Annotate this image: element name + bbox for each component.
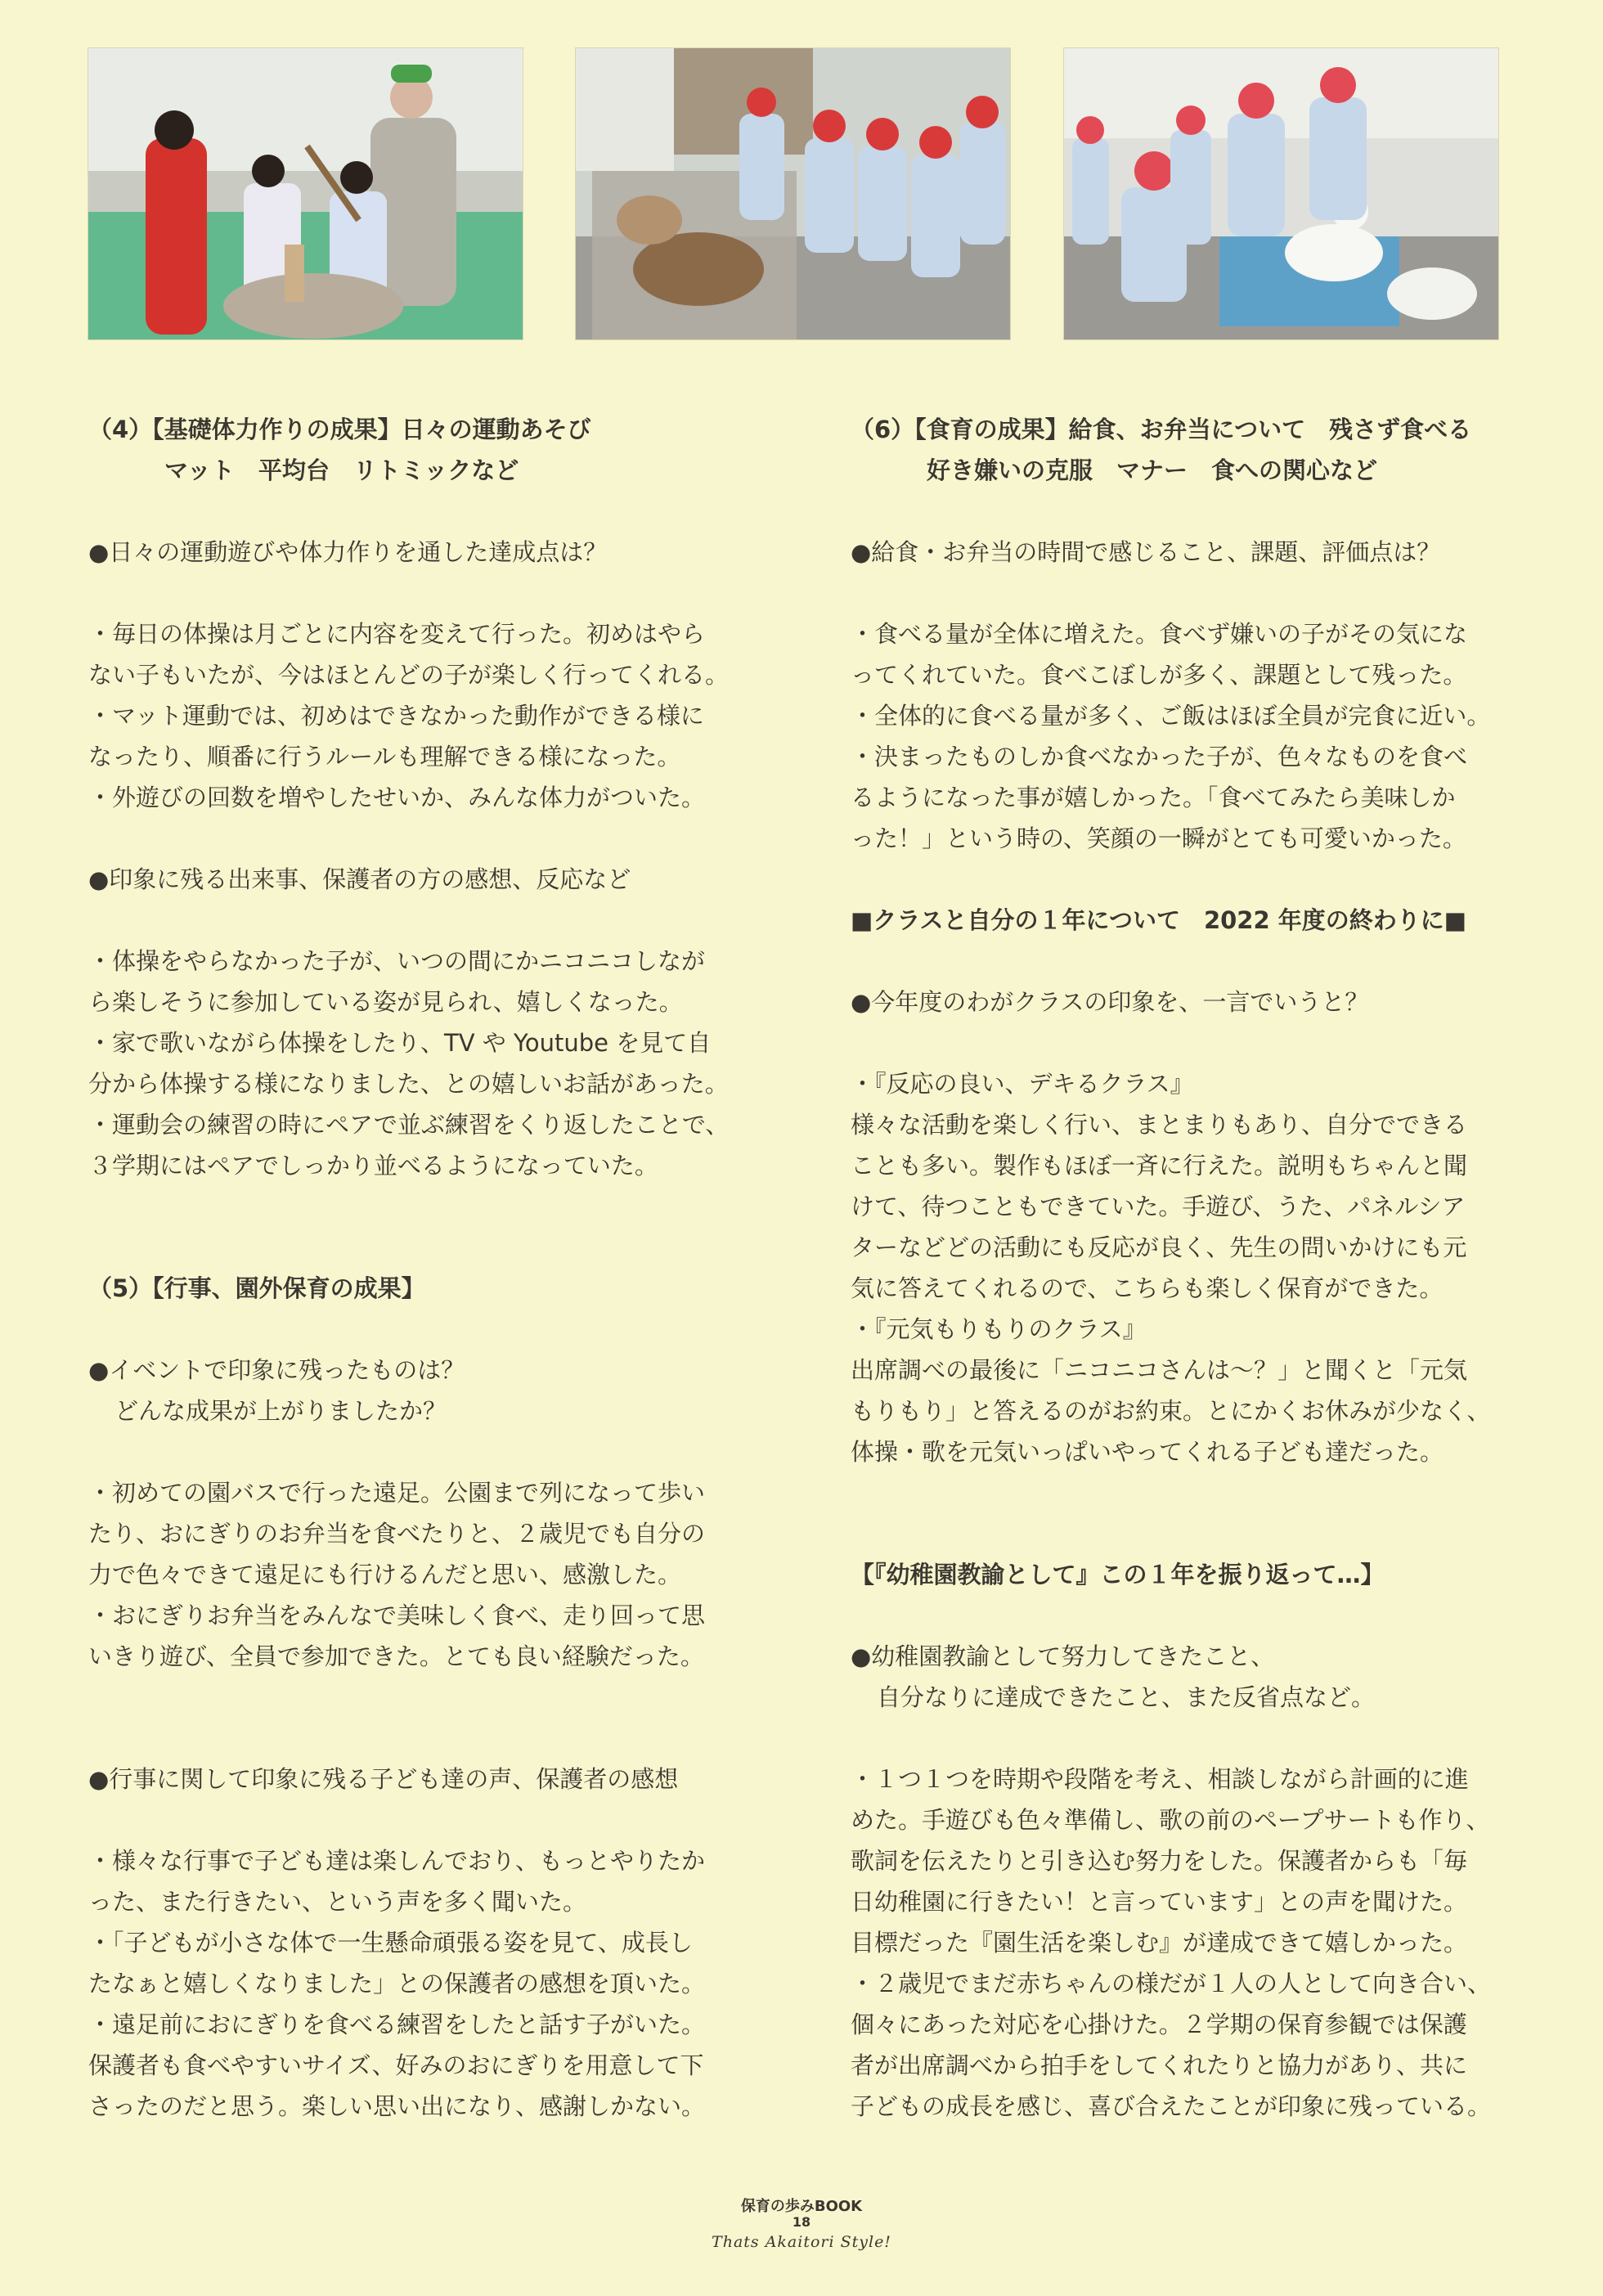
duck-feeding-photo	[1063, 47, 1499, 340]
answer-line: ・様々な行事で子ども達は楽しんでおり、もっとやりたか	[88, 1847, 706, 1875]
answer-line: ・家で歌いながら体操をしたり、TV や Youtube を見て自	[88, 1029, 712, 1057]
answer-line: ら楽しそうに参加している姿が見られ、嬉しくなった。	[88, 988, 683, 1016]
answer-line: めた。手遊びも色々準備し、歌の前のペープサートも作り、	[851, 1806, 1490, 1834]
section-4-question-1: ●日々の運動遊びや体力作りを通した達成点は？	[88, 538, 608, 566]
answer-line: 体操・歌を元気いっぱいやってくれる子ども達だった。	[851, 1438, 1444, 1466]
mochi-pounding-photo	[88, 47, 523, 340]
answer-line: 目標だった『園生活を楽しむ』が達成できて嬉しかった。	[851, 1929, 1468, 1957]
answer-line: ・１つ１つを時期や段階を考え、相談しながら計画的に進	[851, 1765, 1469, 1793]
answer-line: ・体操をやらなかった子が、いつの間にかニコニコしなが	[88, 947, 706, 975]
teacher-question-1: ●幼稚園教諭として努力してきたこと、	[851, 1642, 1275, 1670]
section-5-question-1: ●イベントで印象に残ったものは？	[88, 1356, 465, 1384]
answer-line: けて、待つこともできていた。手遊び、うた、パネルシア	[851, 1193, 1466, 1220]
answer-line: 者が出席調べから拍手をしてくれたりと協力があり、共に	[851, 2051, 1468, 2079]
answer-line: ・外遊びの回数を増やしたせいか、みんな体力がついた。	[88, 784, 706, 811]
teacher-question-1-cont: 自分なりに達成できたこと、また反省点など。	[877, 1683, 1376, 1711]
answer-line: 力で色々できて遠足にも行けるんだと思い、感激した。	[88, 1561, 682, 1588]
answer-line: るようになった事が嬉しかった。「食べてみたら美味しか	[851, 784, 1456, 811]
answer-line: ・決まったものしか食べなかった子が、色々なものを食べ	[851, 743, 1468, 771]
answer-line: ・全体的に食べる量が多く、ご飯はほぼ全員が完食に近い。	[851, 702, 1491, 730]
answer-line: ・毎日の体操は月ごとに内容を変えて行った。初めはやら	[88, 620, 706, 648]
answer-line: ・遠足前におにぎりを食べる練習をしたと話す子がいた。	[88, 2011, 706, 2038]
left-column	[88, 409, 784, 2127]
section-4-title: （4）【基礎体力作りの成果】日々の運動あそび	[88, 416, 591, 443]
answer-line: ・２歳児でまだ赤ちゃんの様だが１人の人として向き合い、	[851, 1970, 1492, 1997]
answer-line: ・マット運動では、初めはできなかった動作ができる様に	[88, 702, 704, 730]
section-5-question-1-cont: どんな成果が上がりましたか？	[114, 1397, 447, 1425]
book-title: 保育の歩みBOOK	[740, 2198, 863, 2215]
answer-line: 保護者も食べやすいサイズ、好みのおにぎりを用意して下	[88, 2051, 704, 2079]
section-6-subtitle: 好き嫌いの克服 マナー 食への関心など	[927, 456, 1378, 484]
section-6-title: （6）【食育の成果】給食、お弁当について 残さず食べる	[851, 416, 1472, 443]
answer-line: ・『反応の良い、デキるクラス』	[851, 1070, 1194, 1098]
answer-line: ３学期にはペアでしっかり並べるようになっていた。	[88, 1152, 658, 1179]
answer-line: ・運動会の練習の時にペアで並ぶ練習をくり返したことで、	[88, 1111, 730, 1139]
answer-line: ・「子どもが小さな体で一生懸命頑張る姿を見て、成長し	[88, 1929, 693, 1957]
section-5-title: （5）【行事、園外保育の成果】	[88, 1274, 425, 1302]
answer-line: たり、おにぎりのお弁当を食べたりと、２歳児でも自分の	[88, 1520, 706, 1548]
answer-line: ・食べる量が全体に増えた。食べず嫌いの子がその気にな	[851, 620, 1468, 648]
answer-line: ・『元気もりもりのクラス』	[851, 1315, 1147, 1343]
answer-line: たなぁと嬉しくなりました」との保護者の感想を頂いた。	[88, 1970, 706, 1997]
answer-line: ・初めての園バスで行った遠足。公園まで列になって歩い	[88, 1479, 706, 1507]
section-5-question-2: ●行事に関して印象に残る子ども達の声、保護者の感想	[88, 1765, 679, 1793]
page-number: 18	[792, 2214, 811, 2230]
answer-line: 歌詞を伝えたりと引き込む努力をした。保護者からも「毎	[851, 1847, 1468, 1875]
answer-line: ってくれていた。食べこぼしが多く、課題として残った。	[851, 661, 1467, 689]
section-6-question-1: ●給食・お弁当の時間で感じること、課題、評価点は？	[851, 538, 1441, 566]
answer-line: なったり、順番に行うルールも理解できる様になった。	[88, 743, 681, 771]
footer-tagline: Thats Akaitori Style!	[712, 2233, 891, 2251]
answer-line: 日幼稚園に行きたい！と言っています」との声を聞けた。	[851, 1888, 1468, 1916]
answer-line: った、また行きたい、という声を多く聞いた。	[88, 1888, 587, 1916]
petting-zoo-photo	[575, 47, 1011, 340]
class-question-1: ●今年度のわがクラスの印象を、一言でいうと？	[851, 988, 1369, 1016]
page-footer	[0, 2199, 1603, 2254]
answer-line: ターなどどの活動にも反応が良く、先生の問いかけにも元	[851, 1233, 1467, 1261]
answer-line: 子どもの成長を感じ、喜び合えたことが印象に残っている。	[851, 2092, 1492, 2120]
answer-line: 出席調べの最後に「ニコニコさんは〜？」と聞くと「元気	[851, 1356, 1468, 1384]
teacher-section-title: 【『幼稚園教諭として』この１年を振り返って…】	[851, 1561, 1385, 1588]
answer-line: 個々にあった対応を心掛けた。２学期の保育参観では保護	[851, 2011, 1467, 2038]
section-4-subtitle: マット 平均台 リトミックなど	[164, 456, 519, 484]
answer-line: ない子もいたが、今はほとんどの子が楽しく行ってくれる。	[88, 661, 730, 689]
answer-line: 様々な活動を楽しく行い、まとまりもあり、自分でできる	[851, 1111, 1468, 1139]
section-4-question-2: ●印象に残る出来事、保護者の方の感想、反応など	[88, 865, 631, 893]
class-section-title: ■クラスと自分の１年について 2022 年度の終わりに■	[851, 906, 1467, 934]
answer-line: ことも多い。製作もほぼ一斉に行えた。説明もちゃんと聞	[851, 1152, 1468, 1179]
answer-line: ・おにぎりお弁当をみんなで美味しく食べ、走り回って思	[88, 1602, 706, 1629]
answer-line: 気に答えてくれるので、こちらも楽しく保育ができた。	[851, 1274, 1444, 1302]
answer-line: もりもり」と答えるのがお約束。とにかくお休みが少なく、	[851, 1397, 1491, 1425]
answer-line: いきり遊び、全員で参加できた。とても良い経験だった。	[88, 1642, 704, 1670]
answer-line: さったのだと思う。楽しい思い出になり、感謝しかない。	[88, 2092, 706, 2120]
answer-line: った！」という時の、笑顔の一瞬がとても可愛いかった。	[851, 824, 1466, 852]
answer-line: 分から体操する様になりました、との嬉しいお話があった。	[88, 1070, 729, 1098]
right-column	[851, 409, 1546, 2127]
